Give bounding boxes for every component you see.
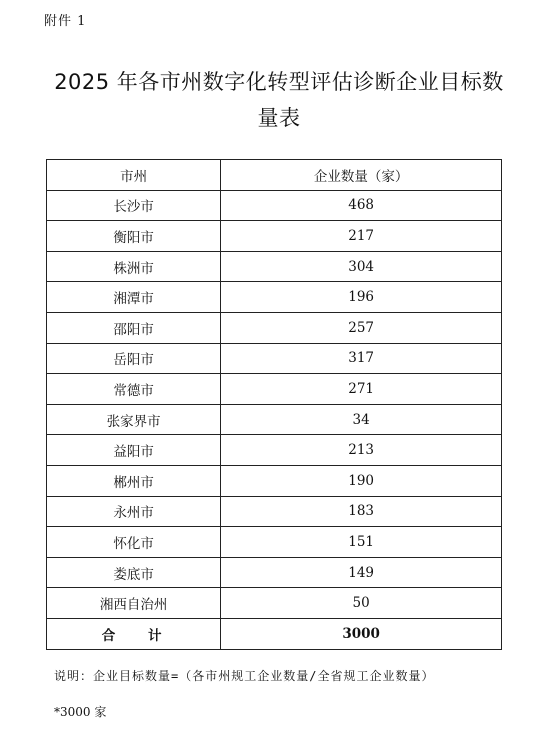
total-row (47, 618, 502, 649)
city-cell: 湘西自治州 (47, 588, 221, 619)
table-row (47, 496, 502, 527)
table-row (47, 343, 502, 374)
city-cell: 湘潭市 (47, 282, 221, 313)
city-cell: 郴州市 (47, 465, 221, 496)
city-cell: 长沙市 (47, 190, 221, 221)
title-line-2: 量表 (257, 106, 301, 130)
count-cell: 271 (221, 374, 502, 405)
table-row (47, 312, 502, 343)
table-row (47, 588, 502, 619)
count-cell: 151 (221, 527, 502, 558)
target-table (46, 159, 502, 650)
table-row (47, 374, 502, 405)
formula-note: 说明：企业目标数量=（各市州规工企业数量/全省规工企业数量） (54, 669, 435, 683)
page-title (30, 64, 528, 136)
city-cell: 张家界市 (47, 404, 221, 435)
count-cell: 304 (221, 251, 502, 282)
count-cell: 190 (221, 465, 502, 496)
city-cell: 邵阳市 (47, 312, 221, 343)
table-row (47, 251, 502, 282)
city-cell: 常德市 (47, 374, 221, 405)
total-count: 3000 (221, 618, 502, 649)
city-cell: 益阳市 (47, 435, 221, 466)
count-cell: 257 (221, 312, 502, 343)
city-cell: 株洲市 (47, 251, 221, 282)
count-cell: 34 (221, 404, 502, 435)
total-label: 合 计 (47, 618, 221, 649)
count-cell: 183 (221, 496, 502, 527)
formula-note-continued: *3000 家 (54, 705, 107, 719)
attachment-label: 附件 1 (44, 14, 87, 29)
table-row (47, 527, 502, 558)
table-row (47, 190, 502, 221)
table-row (47, 557, 502, 588)
table-header-row (47, 160, 502, 191)
count-cell: 50 (221, 588, 502, 619)
table-row (47, 435, 502, 466)
city-cell: 永州市 (47, 496, 221, 527)
count-cell: 213 (221, 435, 502, 466)
title-line-1: 2025 年各市州数字化转型评估诊断企业目标数 (54, 70, 504, 94)
city-cell: 岳阳市 (47, 343, 221, 374)
count-cell: 196 (221, 282, 502, 313)
count-cell: 317 (221, 343, 502, 374)
header-city: 市州 (47, 160, 221, 191)
count-cell: 217 (221, 221, 502, 252)
table-row (47, 404, 502, 435)
header-count: 企业数量（家） (221, 160, 502, 191)
count-cell: 468 (221, 190, 502, 221)
city-cell: 衡阳市 (47, 221, 221, 252)
table-row (47, 221, 502, 252)
city-cell: 怀化市 (47, 527, 221, 558)
table-row (47, 282, 502, 313)
table-row (47, 465, 502, 496)
city-cell: 娄底市 (47, 557, 221, 588)
count-cell: 149 (221, 557, 502, 588)
